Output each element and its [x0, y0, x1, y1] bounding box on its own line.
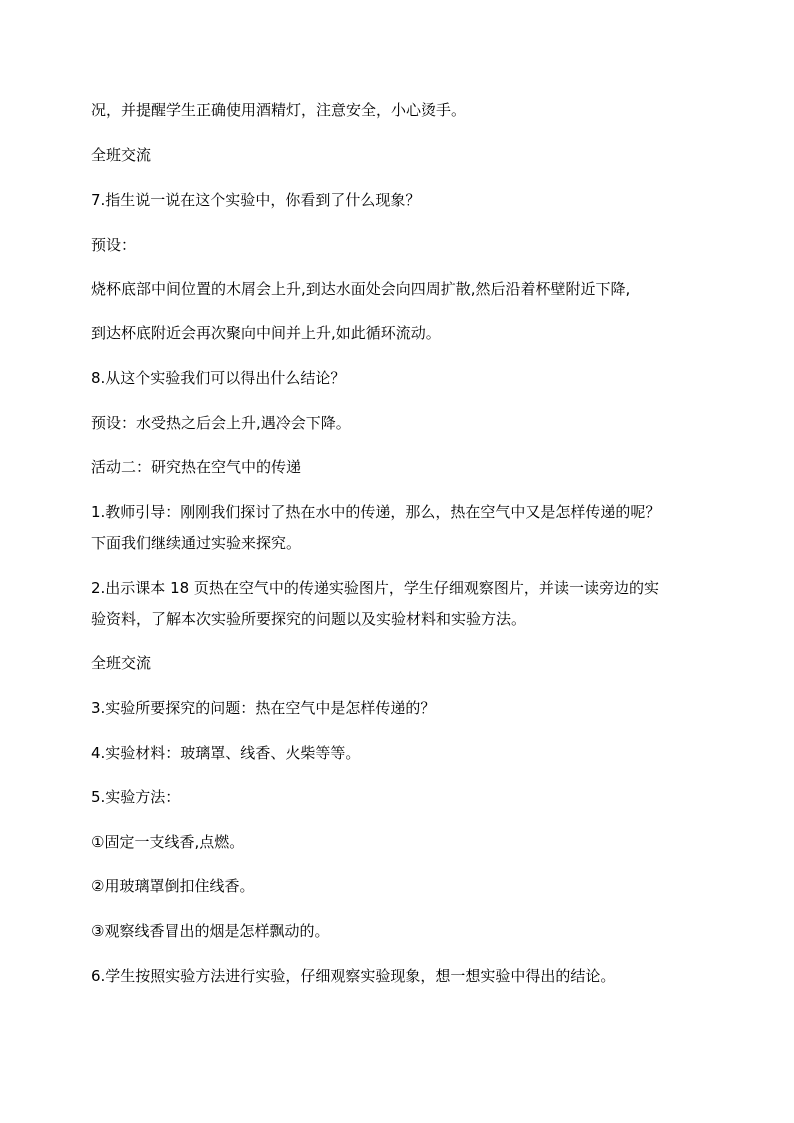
paragraph-preset-line-2: 到达杯底附近会再次聚向中间并上升,如此循环流动。 — [91, 324, 441, 342]
paragraph-step-8: 8.从这个实验我们可以得出什么结论？ — [91, 369, 346, 387]
paragraph-preset-line-1: 烧杯底部中间位置的木屑会上升,到达水面处会向四周扩散,然后沿着杯壁附近下降, — [91, 280, 631, 298]
paragraph-step-6: 6.学生按照实验方法进行实验，仔细观察实验现象，想一想实验中得出的结论。 — [91, 967, 616, 985]
paragraph-method-3: ③观察线香冒出的烟是怎样飘动的。 — [91, 922, 330, 940]
paragraph-step-3: 3.实验所要探究的问题：热在空气中是怎样传递的？ — [91, 699, 436, 717]
paragraph-step-2-line-2: 验资料，了解本次实验所要探究的问题以及实验材料和实验方法。 — [91, 610, 527, 628]
heading-class-discussion-2: 全班交流 — [91, 654, 152, 672]
paragraph-safety-reminder: 况，并提醒学生正确使用酒精灯，注意安全，小心烫手。 — [91, 101, 467, 119]
paragraph-step-1-line-1: 1.教师引导：刚刚我们探讨了热在水中的传递，那么，热在空气中又是怎样传递的呢？ — [91, 503, 661, 521]
paragraph-step-7: 7.指生说一说在这个实验中，你看到了什么现象？ — [91, 191, 421, 209]
paragraph-step-5: 5.实验方法： — [91, 788, 181, 806]
paragraph-preset-conclusion: 预设：水受热之后会上升,遇冷会下降。 — [91, 414, 351, 432]
heading-activity-2: 活动二：研究热在空气中的传递 — [91, 458, 302, 476]
paragraph-preset-label: 预设： — [91, 236, 137, 254]
paragraph-step-4: 4.实验材料：玻璃罩、线香、火柴等等。 — [91, 744, 361, 762]
paragraph-method-2: ②用玻璃罩倒扣住线香。 — [91, 877, 255, 895]
paragraph-method-1: ①固定一支线香,点燃。 — [91, 833, 245, 851]
paragraph-step-1-line-2: 下面我们继续通过实验来探究。 — [91, 534, 302, 552]
heading-class-discussion-1: 全班交流 — [91, 146, 152, 164]
paragraph-step-2-line-1: 2.出示课本 18 页热在空气中的传递实验图片，学生仔细观察图片，并读一读旁边的实 — [91, 579, 659, 597]
